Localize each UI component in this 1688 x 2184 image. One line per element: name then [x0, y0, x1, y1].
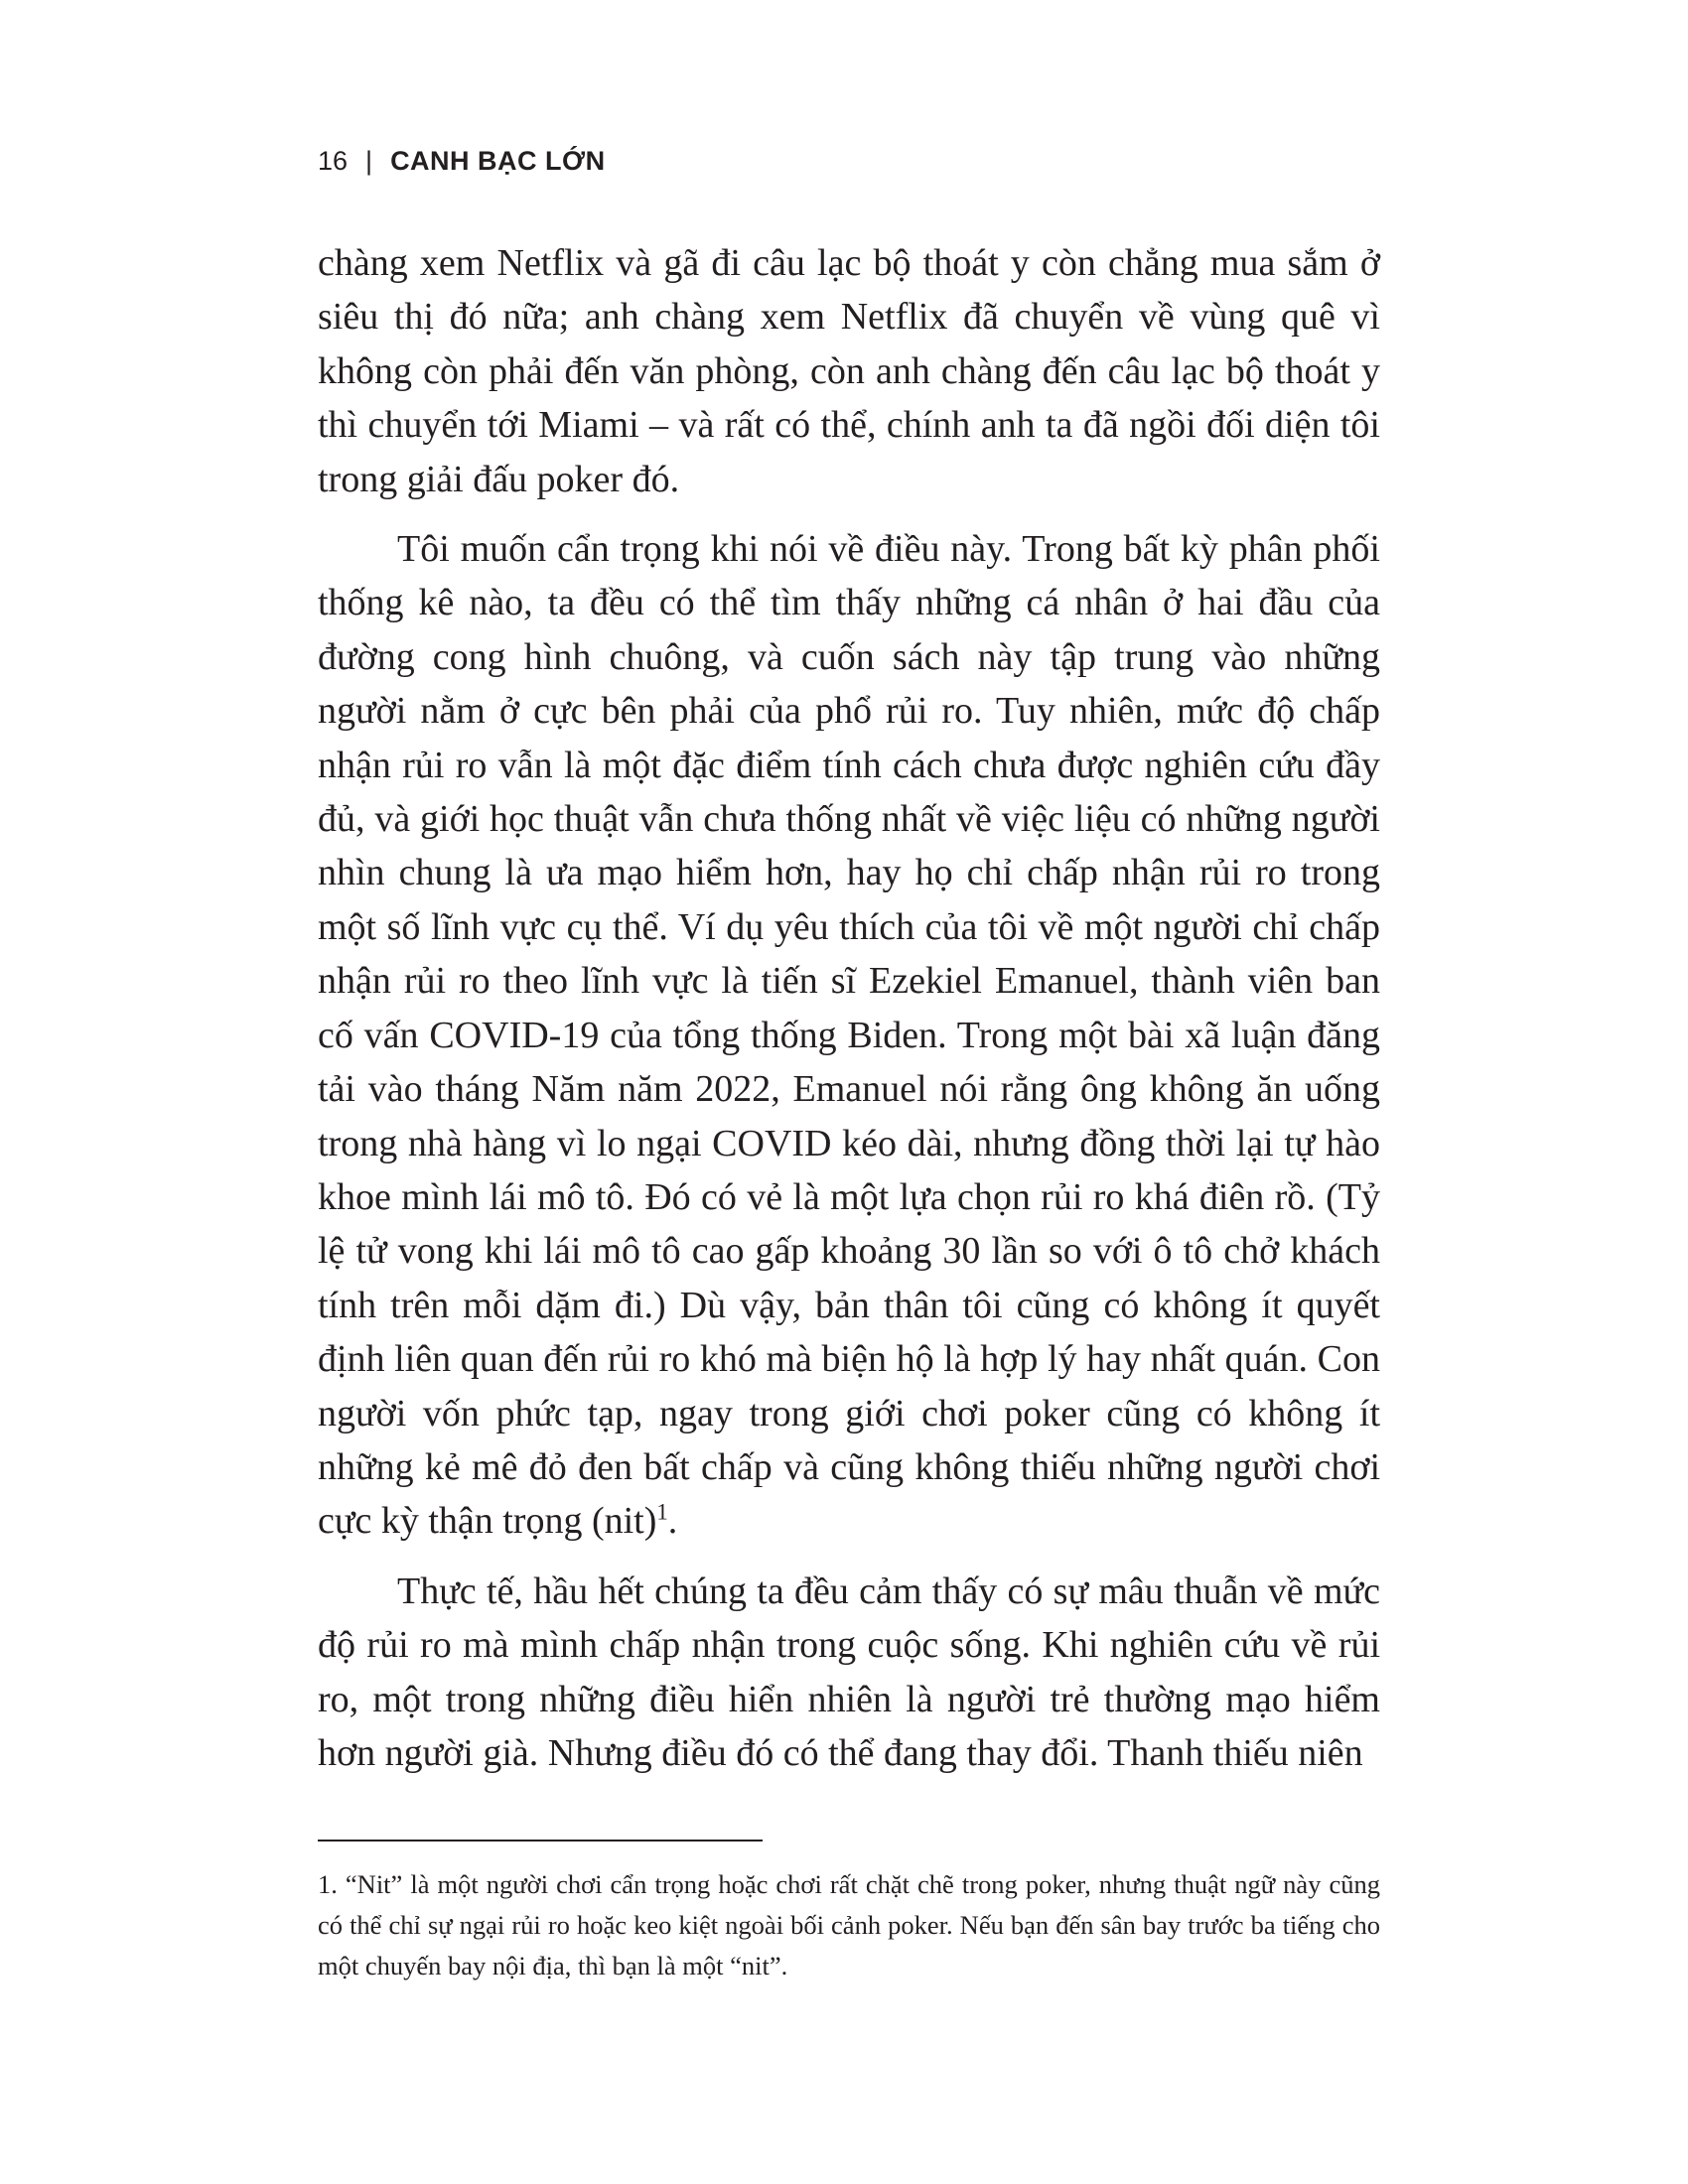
paragraph-2-text: Tôi muốn cẩn trọng khi nói về điều này. Trong bất kỳ phân phối thống kê nào, ta đều có thể tìm thấy những cá nhân ở hai đầu của đường cong hình chuông, và cuốn sách này tập trung vào những người nằm ở cực bên phải của phổ rủi ro. Tuy nhiên, mức độ chấp nhận rủi ro vẫn là một đặc điểm tính cách chưa được nghiên cứu đầy đủ, và giới học thuật vẫn chưa thống nhất về việc liệu có những người nhìn chung là ưa mạo hiểm hơn, hay họ chỉ chấp nhận rủi ro trong một số lĩnh vực cụ thể. Ví dụ yêu thích của tôi về một người chỉ chấp nhận rủi ro theo lĩnh vực là tiến sĩ Ezekiel Emanuel, thành viên ban cố vấn COVID-19 của tổng thống Biden. Trong một bài xã luận đăng tải vào tháng Năm năm 2022, Emanuel nói rằng ông không ăn uống trong nhà hàng vì lo ngại COVID kéo dài, nhưng đồng thời lại tự hào khoe mình lái mô tô. Đó có vẻ là một lựa chọn rủi ro khá điên rồ. (Tỷ lệ tử vong khi lái mô tô cao gấp khoảng 30 lần so với ô tô chở khách tính trên mỗi dặm đi.) Dù vậy, bản thân tôi cũng có không ít quyết định liên quan đến rủi ro khó mà biện hộ là hợp lý hay nhất quán. Con người vốn phức tạp, ngay trong giới chơi poker cũng có không ít những kẻ mê đỏ đen bất chấp và cũng không thiếu những người chơi cực kỳ thận trọng (nit): [318, 528, 1380, 1543]
footnotes: [318, 1864, 1380, 1986]
header-separator: |: [365, 146, 373, 176]
running-header: [318, 141, 606, 181]
footnote-reference: 1: [656, 1499, 668, 1525]
footnote-divider: [318, 1840, 763, 1842]
paragraph-2-end: .: [667, 1500, 678, 1543]
paragraph-2: [318, 522, 1380, 1549]
footnote-1: 1. “Nit” là một người chơi cẩn trọng hoặc chơi rất chặt chẽ trong poker, nhưng thuật ngữ này cũng có thể chỉ sự ngại rủi ro hoặc keo kiệt ngoài bối cảnh poker. Nếu bạn đến sân bay trước ba tiếng cho một chuyến bay nội địa, thì bạn là một “nit”.: [318, 1869, 1380, 1980]
page-number: 16: [318, 146, 349, 176]
main-text: [318, 236, 1380, 1780]
paragraph-3: Thực tế, hầu hết chúng ta đều cảm thấy có sự mâu thuẫn về mức độ rủi ro mà mình chấp nhận trong cuộc sống. Khi nghiên cứu về rủi ro, một trong những điều hiển nhiên là người trẻ thường mạo hiểm hơn người già. Nhưng điều đó có thể đang thay đổi. Thanh thiếu niên: [318, 1570, 1380, 1774]
paragraph-1: chàng xem Netflix và gã đi câu lạc bộ thoát y còn chẳng mua sắm ở siêu thị đó nữa; anh chàng xem Netflix đã chuyển về vùng quê vì không còn phải đến văn phòng, còn anh chàng đến câu lạc bộ thoát y thì chuyển tới Miami – và rất có thể, chính anh ta đã ngồi đối diện tôi trong giải đấu poker đó.: [318, 242, 1380, 500]
book-title: CANH BẠC LỚN: [390, 146, 606, 176]
